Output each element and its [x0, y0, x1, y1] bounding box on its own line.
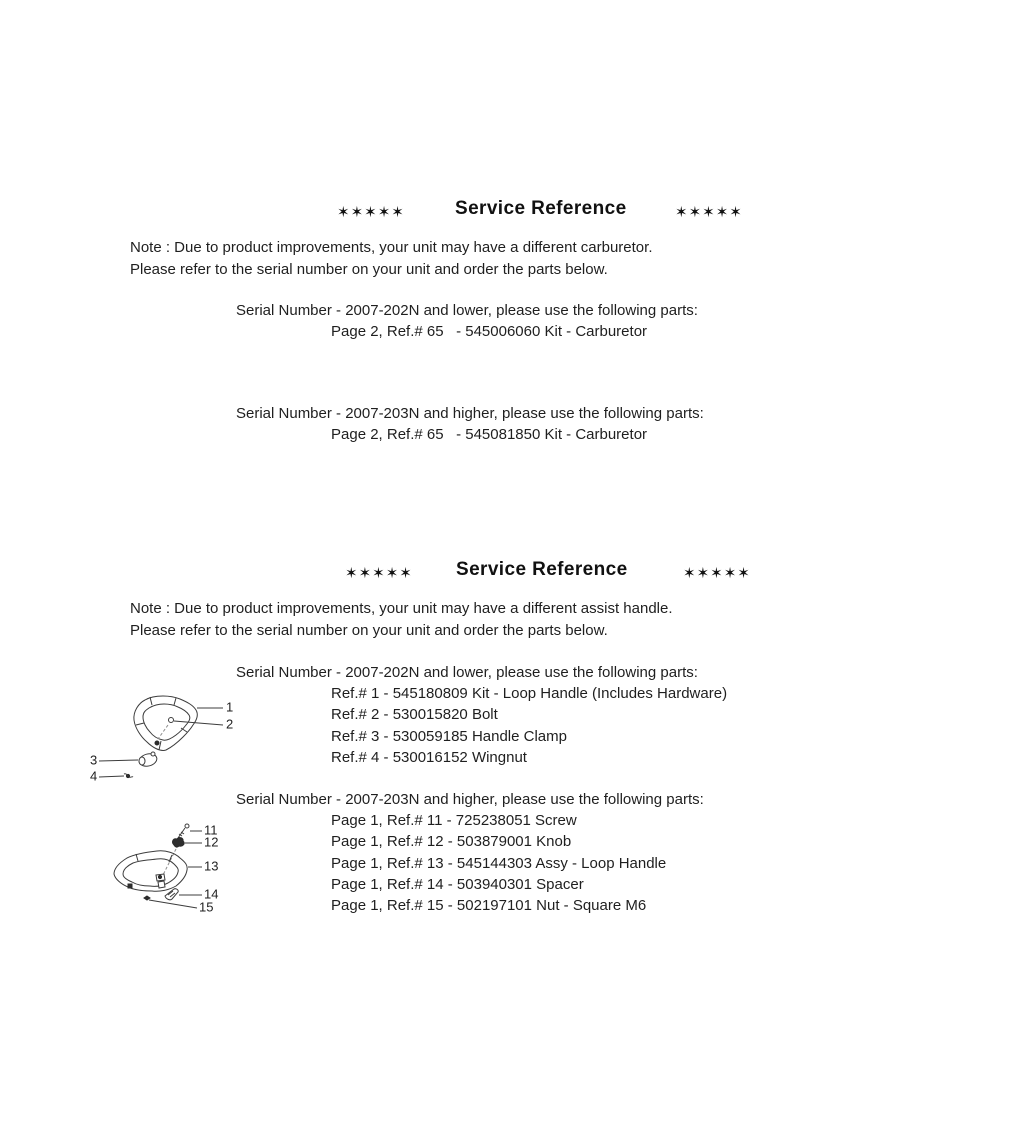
- leader-3: [99, 760, 138, 761]
- loop-handle-old-diagram: [86, 694, 238, 790]
- note-line: Note : Due to product improvements, your unit may have a different assist handle.: [130, 600, 673, 617]
- part-line: Page 1, Ref.# 12 - 503879001 Knob: [331, 833, 572, 851]
- part-line: Ref.# 1 - 545180809 Kit - Loop Handle (Includes Hardware): [331, 685, 728, 703]
- part-line: Page 2, Ref.# 65 - 545081850 Kit - Carburetor: [331, 426, 648, 444]
- header1-title: Service Reference: [455, 198, 627, 219]
- leader-2: [174, 721, 223, 725]
- spacer-part: [165, 889, 178, 900]
- header1-stars-left-icon: ✶✶✶✶✶: [337, 204, 405, 221]
- header2-title: Service Reference: [456, 559, 628, 580]
- note-line: Note : Due to product improvements, your unit may have a different carburetor.: [130, 239, 653, 256]
- header1-stars-right-icon: ✶✶✶✶✶: [675, 204, 743, 221]
- note-line: Please refer to the serial number on your unit and order the parts below.: [130, 621, 608, 639]
- serial-heading: Serial Number - 2007-202N and lower, please use the following parts:: [236, 664, 698, 681]
- bolt-icon: [169, 718, 174, 723]
- callout-3: 3: [90, 752, 98, 768]
- screw-head: [185, 824, 189, 828]
- callout-1: 1: [226, 699, 234, 715]
- screw-shaft: [178, 828, 185, 838]
- handle-end-cap: [128, 884, 132, 888]
- header2-stars-left-icon: ✶✶✶✶✶: [345, 565, 413, 582]
- part-line: Ref.# 3 - 530059185 Handle Clamp: [331, 727, 567, 745]
- leader-4: [99, 776, 124, 777]
- callout-15: 15: [199, 899, 214, 915]
- handle-clamp-bore: [139, 757, 145, 765]
- handle-loop-outline: [114, 851, 187, 891]
- mount-dot: [155, 741, 159, 745]
- callout-4: 4: [90, 768, 98, 784]
- part-line: Ref.# 2 - 530015820 Bolt: [331, 706, 498, 724]
- part-line: Ref.# 4 - 530016152 Wingnut: [331, 748, 527, 766]
- handle-loop-inner-outline: [123, 859, 178, 887]
- callout-11: 11: [204, 822, 218, 838]
- carburetor-group-higher: [0, 403, 1024, 445]
- knob-part: [173, 838, 185, 848]
- handle-clamp-knob: [151, 752, 155, 756]
- part-line: Page 1, Ref.# 14 - 503940301 Spacer: [331, 875, 584, 893]
- serial-heading: Serial Number - 2007-203N and higher, please use the following parts:: [236, 791, 704, 808]
- leader-15: [149, 900, 197, 908]
- callout-2: 2: [226, 716, 234, 732]
- carburetor-group-lower: [0, 300, 1024, 342]
- note-carburetor: [130, 237, 830, 280]
- assembly-dash-line: [158, 725, 168, 739]
- serial-heading: Serial Number - 2007-202N and lower, please use the following parts:: [236, 302, 698, 319]
- header2-stars-right-icon: ✶✶✶✶✶: [683, 565, 751, 582]
- bracket-bolt-dot: [158, 875, 161, 878]
- note-assist-handle: [130, 598, 830, 641]
- callout-12: 12: [204, 834, 219, 850]
- handle-tube-joints: [136, 697, 187, 750]
- note-line: Please refer to the serial number on your unit and order the parts below.: [130, 260, 608, 278]
- loop-handle-new-diagram: [106, 818, 240, 918]
- callout-13: 13: [204, 858, 219, 874]
- part-line: Page 1, Ref.# 13 - 545144303 Assy - Loop Handle: [331, 854, 667, 872]
- part-line: Page 1, Ref.# 11 - 725238051 Screw: [331, 812, 577, 830]
- part-line: Page 1, Ref.# 15 - 502197101 Nut - Square M6: [331, 897, 647, 915]
- square-nut-part: [144, 896, 150, 900]
- serial-heading: Serial Number - 2007-203N and higher, please use the following parts:: [236, 405, 704, 422]
- part-line: Page 2, Ref.# 65 - 545006060 Kit - Carburetor: [331, 323, 648, 341]
- callout-14: 14: [204, 886, 219, 902]
